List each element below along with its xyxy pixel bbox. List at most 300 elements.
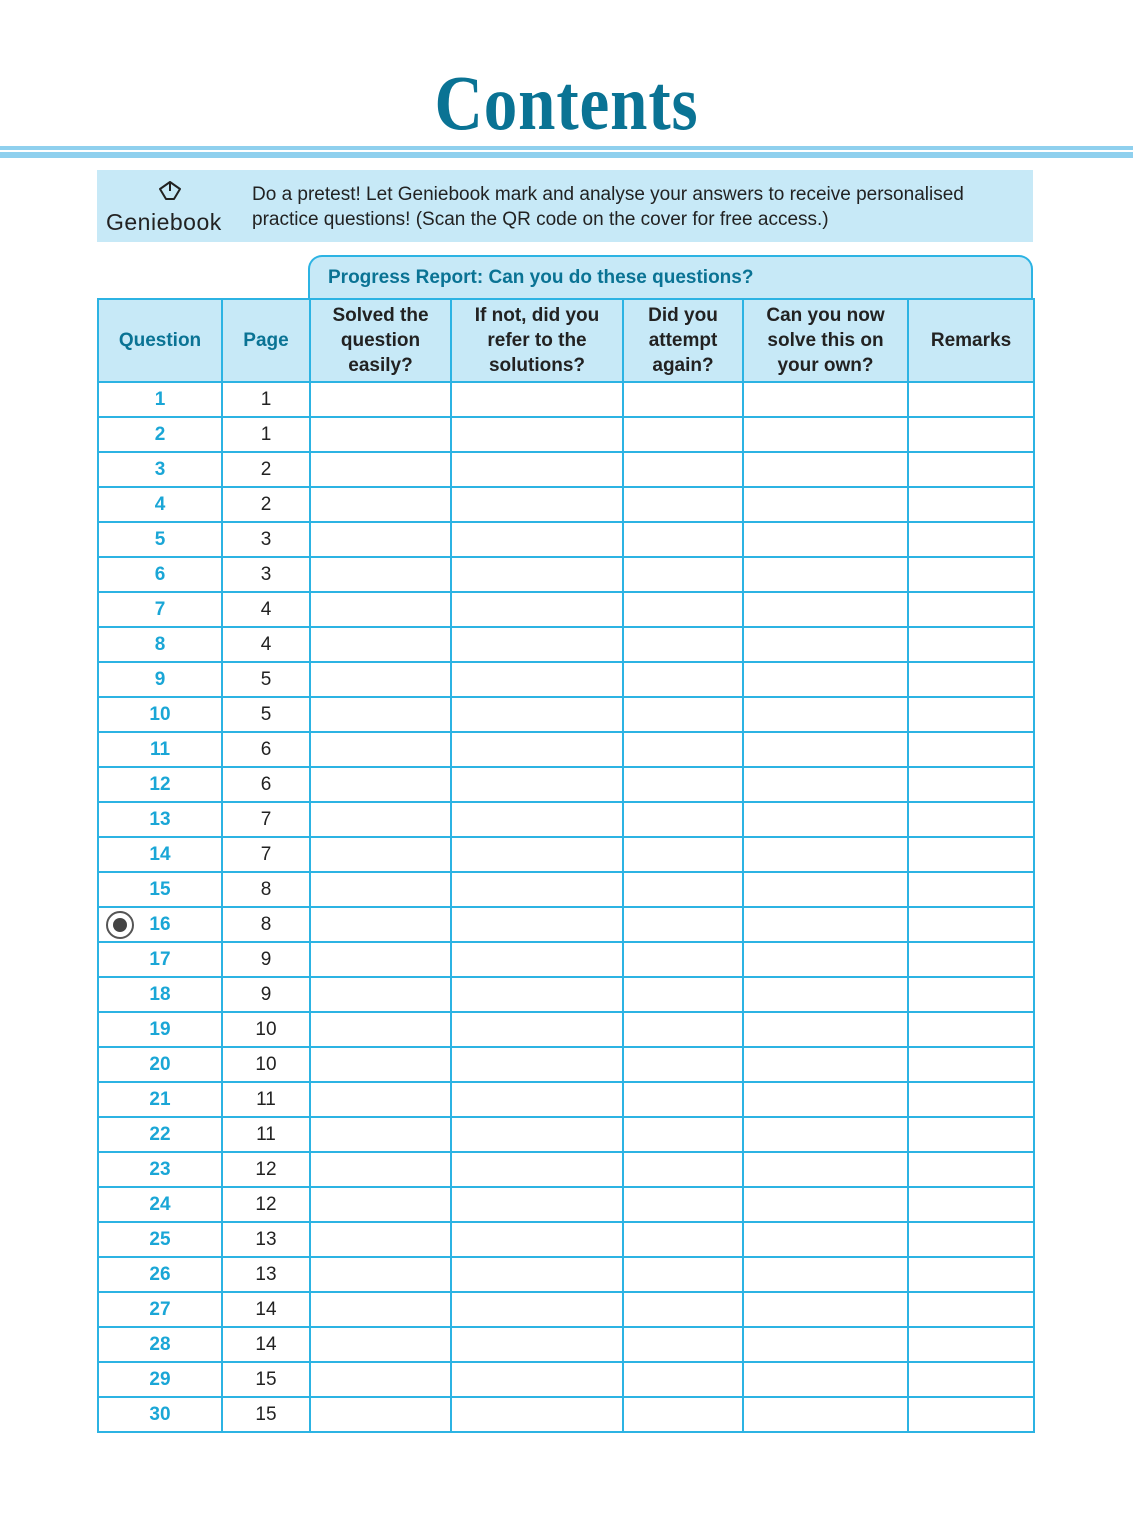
question-number-text: 4 [154,493,166,515]
table-row [98,1327,1034,1362]
solved-cell[interactable] [310,487,451,522]
page-number: 3 [222,522,310,557]
page-number: 5 [222,662,310,697]
remarks-cell[interactable] [908,592,1034,627]
now-cell[interactable] [743,1257,908,1292]
now-cell[interactable] [743,1187,908,1222]
page-number: 6 [222,767,310,802]
now-cell[interactable] [743,382,908,417]
table-row [98,732,1034,767]
question-number-text: 28 [149,1333,171,1355]
header-solved-line: Solved the [332,305,429,326]
attempt-cell[interactable] [623,1327,743,1362]
solved-cell[interactable] [310,1012,451,1047]
attempt-cell[interactable] [623,1152,743,1187]
table-row [98,1362,1034,1397]
table-row [98,1187,1034,1222]
question-number-text: 11 [149,738,171,760]
refer-cell[interactable] [451,487,623,522]
question-number [98,872,222,907]
now-cell[interactable] [743,802,908,837]
page-number: 13 [222,1222,310,1257]
header-attempt-line: Did you [648,305,718,326]
question-number [98,942,222,977]
question-number-text: 19 [149,1018,171,1040]
remarks-cell[interactable] [908,1152,1034,1187]
solved-cell[interactable] [310,872,451,907]
question-number [98,557,222,592]
solved-cell[interactable] [310,382,451,417]
question-number-text: 1 [154,388,166,410]
geniebook-logo-icon [157,179,183,203]
banner-line-2: practice questions! (Scan the QR code on the cover for free access.) [252,209,829,230]
remarks-cell[interactable] [908,1082,1034,1117]
page-number: 5 [222,697,310,732]
question-number-text: 12 [149,773,171,795]
now-cell[interactable] [743,487,908,522]
table-row [98,1397,1034,1432]
page-number: 10 [222,1047,310,1082]
solved-cell[interactable] [310,732,451,767]
remarks-cell[interactable] [908,452,1034,487]
table-row [98,1152,1034,1187]
solved-cell[interactable] [310,1397,451,1432]
page-number: 6 [222,732,310,767]
question-number [98,662,222,697]
header-attempt [623,299,743,382]
now-cell[interactable] [743,977,908,1012]
solved-cell[interactable] [310,1362,451,1397]
question-number [98,907,222,942]
question-number [98,1187,222,1222]
question-number-text: 23 [149,1158,171,1180]
refer-cell[interactable] [451,662,623,697]
refer-cell[interactable] [451,592,623,627]
remarks-cell[interactable] [908,942,1034,977]
refer-cell[interactable] [451,907,623,942]
refer-cell[interactable] [451,452,623,487]
remarks-cell[interactable] [908,1292,1034,1327]
remarks-cell[interactable] [908,1327,1034,1362]
table-row [98,1117,1034,1152]
attempt-cell[interactable] [623,872,743,907]
table-row [98,1047,1034,1082]
page-number: 4 [222,592,310,627]
question-number [98,1362,222,1397]
table-row [98,487,1034,522]
solved-cell[interactable] [310,627,451,662]
page-number: 2 [222,452,310,487]
header-refer-line: If not, did you [474,305,600,326]
remarks-cell[interactable] [908,1012,1034,1047]
attempt-cell[interactable] [623,1047,743,1082]
refer-cell[interactable] [451,697,623,732]
question-number [98,697,222,732]
question-number [98,1257,222,1292]
attempt-cell[interactable] [623,697,743,732]
refer-cell[interactable] [451,1222,623,1257]
question-number [98,382,222,417]
question-number-text: 29 [149,1368,171,1390]
question-number [98,1047,222,1082]
question-number [98,1327,222,1362]
refer-cell[interactable] [451,802,623,837]
refer-cell[interactable] [451,977,623,1012]
question-number-text: 20 [149,1053,171,1075]
solved-cell[interactable] [310,1082,451,1117]
page-number: 15 [222,1362,310,1397]
solved-cell[interactable] [310,662,451,697]
page-number: 15 [222,1397,310,1432]
now-cell[interactable] [743,1012,908,1047]
question-number-text: 16 [149,913,171,935]
refer-cell[interactable] [451,1047,623,1082]
remarks-cell[interactable] [908,382,1034,417]
now-cell[interactable] [743,522,908,557]
header-now-line: your own? [777,355,874,376]
now-cell[interactable] [743,697,908,732]
refer-cell[interactable] [451,1397,623,1432]
solved-cell[interactable] [310,557,451,592]
remarks-cell[interactable] [908,977,1034,1012]
remarks-cell[interactable] [908,1257,1034,1292]
now-cell[interactable] [743,662,908,697]
attempt-cell[interactable] [623,382,743,417]
refer-cell[interactable] [451,417,623,452]
header-now-line: Can you now [766,305,885,326]
now-cell[interactable] [743,417,908,452]
table-row [98,382,1034,417]
page-title: Contents [434,59,699,146]
refer-cell[interactable] [451,732,623,767]
now-cell[interactable] [743,1082,908,1117]
question-number-text: 27 [149,1298,171,1320]
remarks-cell[interactable] [908,627,1034,662]
solved-cell[interactable] [310,767,451,802]
table-row [98,802,1034,837]
refer-cell[interactable] [451,1362,623,1397]
now-cell[interactable] [743,1362,908,1397]
remarks-cell[interactable] [908,837,1034,872]
question-number-text: 14 [149,843,171,865]
banner-line-1: Do a pretest! Let Geniebook mark and analyse your answers to receive personalised [252,184,964,205]
attempt-cell[interactable] [623,487,743,522]
page-number: 14 [222,1292,310,1327]
video-badge-icon [106,911,134,939]
attempt-cell[interactable] [623,1012,743,1047]
now-cell[interactable] [743,872,908,907]
refer-cell[interactable] [451,1082,623,1117]
question-number-text: 21 [149,1088,171,1110]
page-number: 7 [222,802,310,837]
table-row [98,1082,1034,1117]
question-number-text: 18 [149,983,171,1005]
refer-cell[interactable] [451,1012,623,1047]
solved-cell[interactable] [310,452,451,487]
question-number [98,522,222,557]
header-attempt-line: again? [652,355,714,376]
header-now [743,299,908,382]
page-number: 12 [222,1152,310,1187]
solved-cell[interactable] [310,697,451,732]
table-row [98,767,1034,802]
now-cell[interactable] [743,557,908,592]
remarks-cell[interactable] [908,1047,1034,1082]
question-number [98,1222,222,1257]
page-number: 4 [222,627,310,662]
page-number: 11 [222,1082,310,1117]
table-row [98,1012,1034,1047]
remarks-cell[interactable] [908,907,1034,942]
now-cell[interactable] [743,1117,908,1152]
remarks-cell[interactable] [908,802,1034,837]
page-number: 11 [222,1117,310,1152]
table-row [98,557,1034,592]
now-cell[interactable] [743,907,908,942]
remarks-cell[interactable] [908,1362,1034,1397]
page-number: 3 [222,557,310,592]
attempt-cell[interactable] [623,732,743,767]
attempt-cell[interactable] [623,837,743,872]
question-number-text: 9 [154,668,166,690]
solved-cell[interactable] [310,592,451,627]
refer-cell[interactable] [451,1292,623,1327]
question-number [98,977,222,1012]
refer-cell[interactable] [451,1117,623,1152]
question-number-text: 17 [149,948,171,970]
question-number-text: 22 [149,1123,171,1145]
attempt-cell[interactable] [623,907,743,942]
attempt-cell[interactable] [623,452,743,487]
question-number-text: 7 [154,598,166,620]
question-number-text: 6 [154,563,166,585]
now-cell[interactable] [743,767,908,802]
page-number: 9 [222,977,310,1012]
solved-cell[interactable] [310,1047,451,1082]
remarks-cell[interactable] [908,872,1034,907]
attempt-cell[interactable] [623,1222,743,1257]
remarks-cell[interactable] [908,557,1034,592]
question-number [98,1082,222,1117]
now-cell[interactable] [743,1222,908,1257]
solved-cell[interactable] [310,1292,451,1327]
attempt-cell[interactable] [623,802,743,837]
header-question: Question [98,299,222,382]
question-number-text: 15 [149,878,171,900]
question-number [98,627,222,662]
now-cell[interactable] [743,592,908,627]
question-number [98,417,222,452]
banner-message [252,182,1027,232]
header-refer [451,299,623,382]
solved-cell[interactable] [310,1187,451,1222]
refer-cell[interactable] [451,1152,623,1187]
solved-cell[interactable] [310,1222,451,1257]
now-cell[interactable] [743,452,908,487]
table-row [98,1257,1034,1292]
remarks-cell[interactable] [908,417,1034,452]
geniebook-logo-text: Geniebook [106,209,222,235]
remarks-cell[interactable] [908,767,1034,802]
question-number-text: 30 [149,1403,171,1425]
geniebook-banner [97,170,1033,242]
now-cell[interactable] [743,837,908,872]
question-number-text: 25 [149,1228,171,1250]
table-row [98,907,1034,942]
page-number: 1 [222,382,310,417]
question-number-text: 26 [149,1263,171,1285]
progress-table [97,298,1035,1433]
table-row [98,1222,1034,1257]
now-cell[interactable] [743,1327,908,1362]
attempt-cell[interactable] [623,417,743,452]
refer-cell[interactable] [451,1327,623,1362]
attempt-cell[interactable] [623,1082,743,1117]
header-refer-line: refer to the [487,330,587,351]
question-number [98,1117,222,1152]
attempt-cell[interactable] [623,592,743,627]
progress-report-tab [308,255,1033,299]
solved-cell[interactable] [310,802,451,837]
solved-cell[interactable] [310,522,451,557]
now-cell[interactable] [743,627,908,662]
attempt-cell[interactable] [623,1117,743,1152]
attempt-cell[interactable] [623,767,743,802]
question-number-text: 24 [149,1193,171,1215]
progress-report-label: Progress Report: Can you do these questions? [328,267,754,288]
question-number [98,837,222,872]
header-now-line: solve this on [767,330,884,351]
header-attempt-line: attempt [648,330,718,351]
remarks-cell[interactable] [908,487,1034,522]
refer-cell[interactable] [451,767,623,802]
attempt-cell[interactable] [623,1362,743,1397]
attempt-cell[interactable] [623,977,743,1012]
attempt-cell[interactable] [623,1292,743,1327]
question-number-text: 2 [154,423,166,445]
header-solved-line: question [340,330,421,351]
header-remarks: Remarks [908,299,1034,382]
table-row [98,662,1034,697]
table-row [98,1292,1034,1327]
remarks-cell[interactable] [908,662,1034,697]
now-cell[interactable] [743,1292,908,1327]
now-cell[interactable] [743,1397,908,1432]
attempt-cell[interactable] [623,662,743,697]
attempt-cell[interactable] [623,1187,743,1222]
table-row [98,837,1034,872]
attempt-cell[interactable] [623,557,743,592]
question-number [98,1292,222,1327]
page-number: 14 [222,1327,310,1362]
page-number: 8 [222,907,310,942]
table-row [98,697,1034,732]
remarks-cell[interactable] [908,697,1034,732]
table-row [98,977,1034,1012]
refer-cell[interactable] [451,837,623,872]
table-row [98,417,1034,452]
question-number [98,1397,222,1432]
question-number-text: 5 [154,528,166,550]
attempt-cell[interactable] [623,627,743,662]
remarks-cell[interactable] [908,1187,1034,1222]
question-number [98,767,222,802]
question-number-text: 13 [149,808,171,830]
attempt-cell[interactable] [623,1257,743,1292]
question-number [98,1012,222,1047]
solved-cell[interactable] [310,1257,451,1292]
attempt-cell[interactable] [623,1397,743,1432]
question-number [98,487,222,522]
header-refer-line: solutions? [488,355,586,376]
refer-cell[interactable] [451,382,623,417]
page-number: 13 [222,1257,310,1292]
question-number [98,802,222,837]
table-row [98,942,1034,977]
refer-cell[interactable] [451,1257,623,1292]
page-number: 10 [222,1012,310,1047]
header-solved [310,299,451,382]
header-solved-line: easily? [348,355,413,376]
title-divider [0,146,1133,158]
question-number [98,452,222,487]
header-page: Page [222,299,310,382]
page-number: 8 [222,872,310,907]
solved-cell[interactable] [310,977,451,1012]
now-cell[interactable] [743,1152,908,1187]
refer-cell[interactable] [451,942,623,977]
page-number: 2 [222,487,310,522]
table-row [98,872,1034,907]
question-number-text: 10 [149,703,171,725]
refer-cell[interactable] [451,627,623,662]
page-number: 12 [222,1187,310,1222]
table-row [98,592,1034,627]
solved-cell[interactable] [310,837,451,872]
solved-cell[interactable] [310,907,451,942]
remarks-cell[interactable] [908,1222,1034,1257]
solved-cell[interactable] [310,1117,451,1152]
question-number [98,1152,222,1187]
attempt-cell[interactable] [623,942,743,977]
refer-cell[interactable] [451,872,623,907]
remarks-cell[interactable] [908,522,1034,557]
remarks-cell[interactable] [908,732,1034,767]
refer-cell[interactable] [451,522,623,557]
solved-cell[interactable] [310,942,451,977]
solved-cell[interactable] [310,1327,451,1362]
refer-cell[interactable] [451,1187,623,1222]
page-number: 7 [222,837,310,872]
question-number [98,732,222,767]
page-number: 1 [222,417,310,452]
table-header-row [98,299,1034,382]
remarks-cell[interactable] [908,1117,1034,1152]
now-cell[interactable] [743,732,908,767]
solved-cell[interactable] [310,1152,451,1187]
now-cell[interactable] [743,1047,908,1082]
page-number: 9 [222,942,310,977]
question-number [98,592,222,627]
attempt-cell[interactable] [623,522,743,557]
solved-cell[interactable] [310,417,451,452]
table-row [98,522,1034,557]
table-row [98,452,1034,487]
now-cell[interactable] [743,942,908,977]
refer-cell[interactable] [451,557,623,592]
question-number-text: 8 [154,633,166,655]
remarks-cell[interactable] [908,1397,1034,1432]
